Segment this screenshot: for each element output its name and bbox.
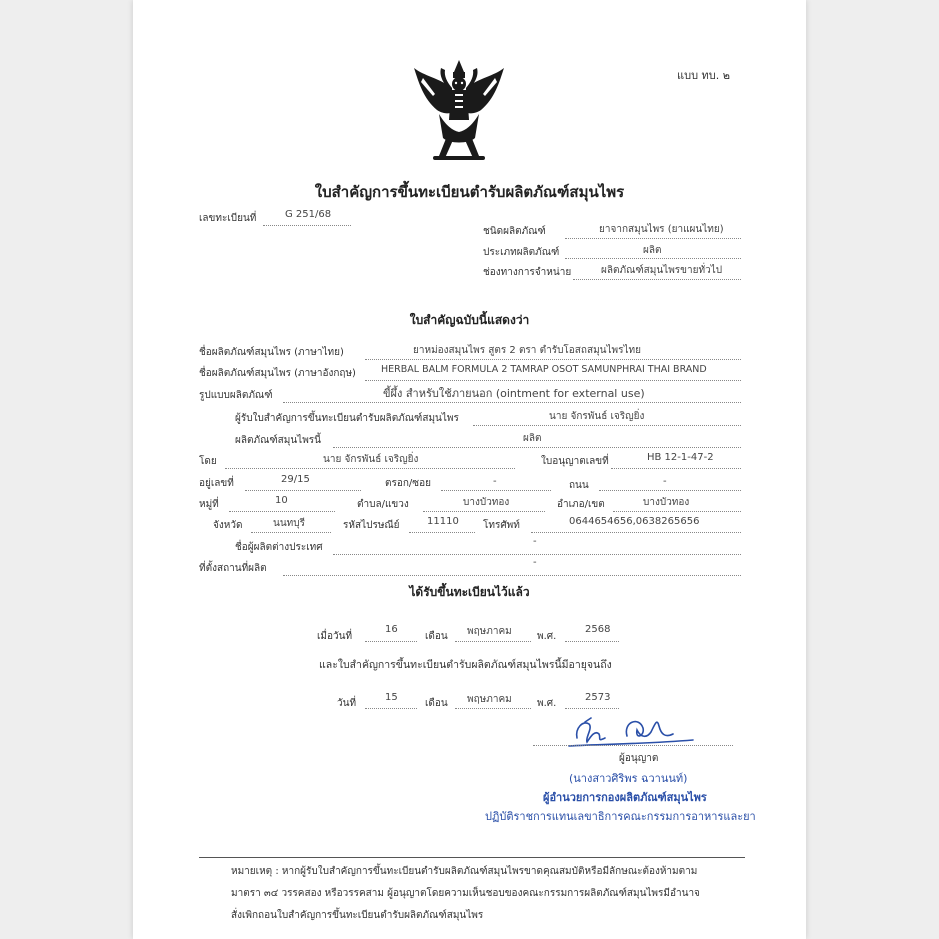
issued-year: 2568 — [585, 624, 611, 635]
license-label: ใบอนุญาตเลขที่ — [541, 456, 609, 467]
road-label: ถนน — [569, 480, 589, 491]
alley-value: - — [493, 476, 497, 487]
by-value: นาย จักรพันธ์ เจริญยิ่ง — [323, 454, 419, 465]
note-line-1: หมายเหตุ : หากผู้รับใบสำคัญการขึ้นทะเบียนตำรับผลิตภัณฑ์สมุนไพรขาดคุณสมบัติหรือมีลักษณะต้องห้ามตาม — [231, 866, 698, 877]
address-label: อยู่เลขที่ — [199, 478, 234, 489]
production-site-label: ที่ตั้งสถานที่ผลิต — [199, 563, 267, 574]
product-category-label: ประเภทผลิตภัณฑ์ — [483, 247, 560, 258]
expiry-date-label: วันที่ — [337, 698, 357, 709]
product-type-value: ยาจากสมุนไพร (ยาแผนไทย) — [599, 224, 724, 235]
phone-value: 0644654656,0638265656 — [569, 516, 700, 527]
issued-year-label: พ.ศ. — [537, 631, 557, 642]
district-value: บางบัวทอง — [643, 497, 690, 508]
product-value: ผลิต — [523, 433, 542, 444]
expiry-month-label: เดือน — [425, 698, 448, 709]
signatory-acting-on-behalf: ปฏิบัติราชการแทนเลขาธิการคณะกรรมการอาหารและยา — [485, 810, 756, 823]
road-value: - — [663, 476, 667, 487]
page-title: ใบสำคัญการขึ้นทะเบียนตำรับผลิตภัณฑ์สมุนไพร — [314, 183, 625, 201]
registered-heading: ได้รับขึ้นทะเบียนไว้แล้ว — [409, 585, 530, 599]
form-code: แบบ ทบ. ๒ — [677, 69, 731, 82]
issued-month-label: เดือน — [425, 631, 448, 642]
expiry-year: 2573 — [585, 692, 611, 703]
expiry-day: 15 — [385, 692, 398, 703]
issued-date-label: เมื่อวันที่ — [317, 631, 353, 642]
product-label: ผลิตภัณฑ์สมุนไพรนี้ — [235, 435, 322, 446]
name-en-label: ชื่อผลิตภัณฑ์สมุนไพร (ภาษาอังกฤษ) — [199, 368, 356, 379]
issued-month: พฤษภาคม — [467, 626, 512, 637]
production-site-value: - — [533, 557, 537, 568]
alley-label: ตรอก/ซอย — [385, 478, 431, 489]
phone-label: โทรศัพท์ — [483, 520, 520, 531]
province-value: นนทบุรี — [273, 518, 305, 529]
moo-label: หมู่ที่ — [199, 499, 219, 510]
subdistrict-label: ตำบล/แขวง — [357, 499, 409, 510]
name-th-value: ยาหม่องสมุนไพร สูตร 2 ตรา ตำรับโอสถสมุนไพรไทย — [413, 345, 641, 356]
subtitle: ใบสำคัญฉบับนี้แสดงว่า — [409, 313, 530, 327]
holder-label: ผู้รับใบสำคัญการขึ้นทะเบียนตำรับผลิตภัณฑ์สมุนไพร — [235, 413, 459, 424]
valid-until-text: และใบสำคัญการขึ้นทะเบียนตำรับผลิตภัณฑ์สมุนไพรนี้มีอายุจนถึง — [319, 659, 612, 671]
by-label: โดย — [199, 456, 217, 467]
holder-value: นาย จักรพันธ์ เจริญยิ่ง — [549, 411, 645, 422]
foreign-manufacturer-label: ชื่อผู้ผลิตต่างประเทศ — [235, 542, 323, 553]
sales-channel-label: ช่องทางการจำหน่าย — [483, 267, 572, 278]
expiry-month: พฤษภาคม — [467, 694, 512, 705]
note-line-3: สั่งเพิกถอนใบสำคัญการขึ้นทะเบียนตำรับผลิตภัณฑ์สมุนไพร — [231, 910, 484, 921]
postcode-value: 11110 — [427, 516, 459, 527]
district-label: อำเภอ/เขต — [557, 499, 605, 510]
product-type-label: ชนิดผลิตภัณฑ์ — [483, 226, 546, 237]
postcode-label: รหัสไปรษณีย์ — [343, 520, 400, 531]
product-category-value: ผลิต — [643, 245, 662, 256]
product-form-value: ขี้ผึ้ง สำหรับใช้ภายนอก (ointment for external use) — [383, 387, 645, 400]
signatory-role: ผู้อนุญาต — [619, 753, 659, 764]
expiry-year-label: พ.ศ. — [537, 698, 557, 709]
name-th-label: ชื่อผลิตภัณฑ์สมุนไพร (ภาษาไทย) — [199, 347, 344, 358]
registration-no-label: เลขทะเบียนที่ — [199, 213, 257, 224]
signatory-name: (นางสาวศิริพร ฉวานนท์) — [569, 772, 688, 785]
garuda-emblem — [409, 58, 509, 166]
name-en-value: HERBAL BALM FORMULA 2 TAMRAP OSOT SAMUNPHRAI THAI BRAND — [381, 364, 707, 375]
product-form-label: รูปแบบผลิตภัณฑ์ — [199, 390, 273, 401]
moo-value: 10 — [275, 495, 288, 506]
registration-no-value: G 251/68 — [285, 209, 332, 220]
signatory-position: ผู้อำนวยการกองผลิตภัณฑ์สมุนไพร — [543, 791, 707, 804]
issued-day: 16 — [385, 624, 398, 635]
note-line-2: มาตรา ๓๔ วรรคสอง หรือวรรคสาม ผู้อนุญาตโดยความเห็นชอบของคณะกรรมการผลิตภัณฑ์สมุนไพรมีอำนาจ — [231, 888, 700, 899]
certificate-page — [133, 0, 806, 939]
sales-channel-value: ผลิตภัณฑ์สมุนไพรขายทั่วไป — [601, 265, 723, 276]
subdistrict-value: บางบัวทอง — [463, 497, 510, 508]
province-label: จังหวัด — [213, 520, 243, 531]
license-value: HB 12-1-47-2 — [647, 452, 714, 463]
address-value: 29/15 — [281, 474, 310, 485]
foreign-manufacturer-value: - — [533, 536, 537, 547]
